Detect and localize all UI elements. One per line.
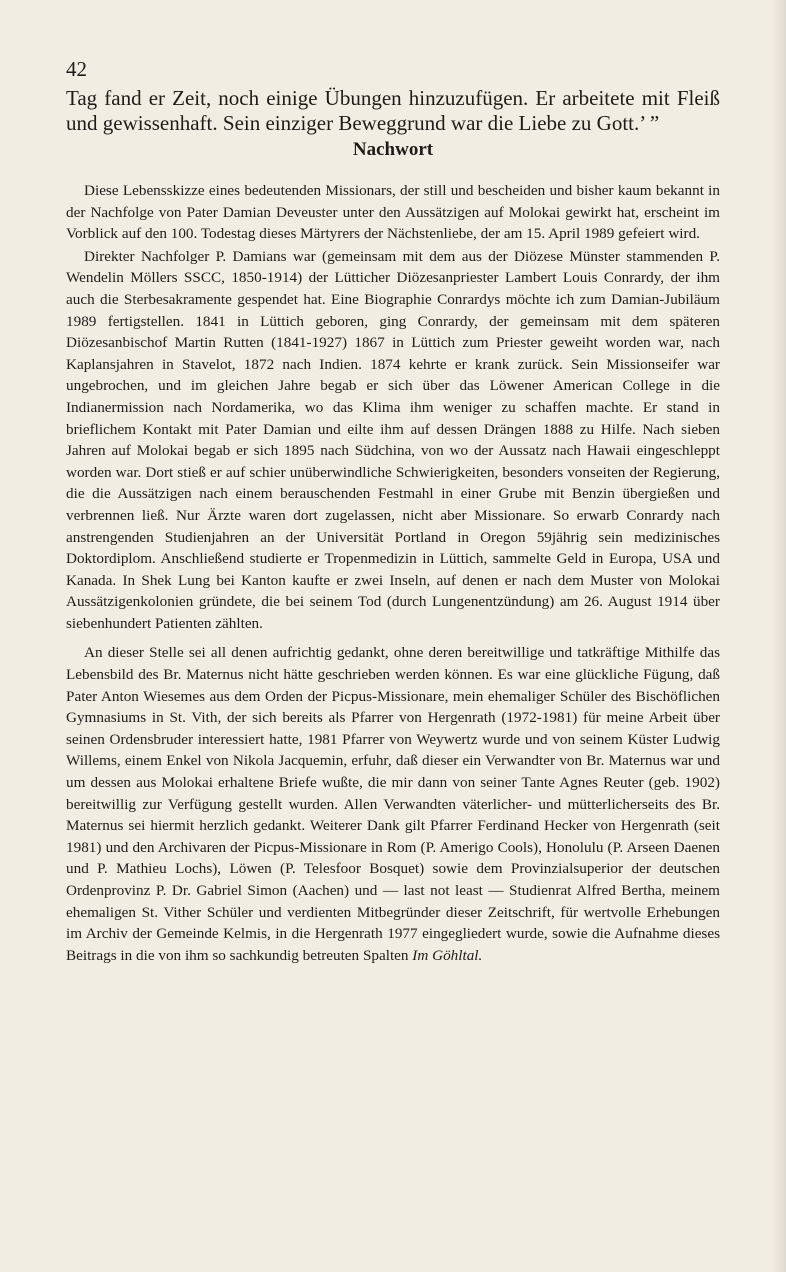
- document-page: [66, 56, 720, 966]
- section-title: Nachwort: [352, 139, 434, 160]
- page-spine-shadow: [772, 0, 786, 1272]
- acknowledgements-text: An dieser Stelle sei all denen aufrichtig gedankt, ohne deren bereitwillige und tatkräftige Mithilfe das Lebensbild des Br. Maternus nicht hätte geschrieben werden können. Es war eine glückliche Fügung, daß Pater Anton Wiesemes aus dem Orden der Picpus-Missionare, mein ehemaliger Schüler des Bischöflichen Gymnasiums in St. Vith, der sich bereits als Pfarrer von Hergenrath (1972-1981) für meine Arbeit über seinen Ordensbruder interessiert hatte, 1981 Pfarrer von Weywertz wurde und von seinem Küster Ludwig Willems, einem Enkel von Nikola Jacquemin, erfuhr, daß dieser ein Verwandter von Br. Maternus war und um dessen aus Molokai erhaltene Briefe wußte, die mir dann von seiner Tante Agnes Reuter (geb. 1902) bereitwillig zur Verfügung gestellt wurden. Allen Verwandten väterlicher- und mütterlicherseits des Br. Maternus sei hiermit herzlich gedankt. Weiterer Dank gilt Pfarrer Ferdinand Hecker von Hergenrath (seit 1981) und den Archivaren der Picpus-Missionare in Rom (P. Amerigo Cools), Honolulu (P. Arseen Daenen und P. Mathieu Lochs), Löwen (P. Telesfoor Bosquet) sowie dem Provinzialsuperior der deutschen Ordenprovinz P. Dr. Gabriel Simon (Aachen) und — last not least — Studienrat Alfred Bertha, meinem ehemaligen St. Vither Schüler und verdienten Mitbegründer dieser Zeitschrift, für wertvolle Erhebungen im Archiv der Gemeinde Kelmis, in die Hergenrath 1977 eingegliedert wurde, sowie die Aufnahme dieses Beitrags in die von ihm so sachkundig betreuten Spalten: [66, 644, 720, 964]
- publication-title: Im Göhltal.: [412, 946, 483, 964]
- continued-text: Tag fand er Zeit, noch einige Übungen hinzuzufügen. Er arbeitete mit Fleiß und gewissenhaft. Sein einziger Beweggrund war die Liebe zu Gott.’ ”: [66, 86, 720, 135]
- paragraph-intro: Diese Lebensskizze eines bedeutenden Missionars, der still und bescheiden und bisher kaum bekannt in der Nachfolge von Pater Damian Deveuster unter den Aussätzigen auf Molokai gewirkt hat, erscheint im Vorblick auf den 100. Todestag dieses Märtyrers der Nächstenliebe, der am 15. April 1989 gefeiert wird.: [66, 182, 720, 243]
- paragraph-conrardy: Direkter Nachfolger P. Damians war (gemeinsam mit dem aus der Diözese Münster stammenden P. Wendelin Möllers SSCC, 1850-1914) der Lütticher Diözesanpriester Lambert Louis Conrardy, der ihm auch die Sterbesakramente gespendet hat. Eine Biographie Conrardys möchte ich zum Damian-Jubiläum 1989 fertigstellen. 1841 in Lüttich geboren, ging Conrardy, der gemeinsam mit dem späteren Diözesanbischof Martin Rutten (1841-1927) 1867 in Lüttich zum Priester geweiht worden war, nach Kaplansjahren in Stavelot, 1872 nach Indien. 1874 kehrte er krank zurück. Sein Missionseifer war ungebrochen, und im gleichen Jahre begab er sich über das Löwener American College in die Indianermission nach Nordamerika, wo das Klima ihm weniger zu schaffen machte. Er stand in brieflichem Kontakt mit Pater Damian und eilte ihm auf dessen Drängen 1888 zu Hilfe. Nach sieben Jahren auf Molokai begab er sich 1895 nach Südchina, von wo der Aussatz nach Hawaii eingeschleppt worden war. Dort stieß er auf schier unüberwindliche Schwierigkeiten, besonders vonseiten der Regierung, die die Aussätzigen nach einem berauschenden Festmahl in einer Grube mit Benzin übergießen und verbrennen ließ. Nur Ärzte waren dort zugelassen, nicht aber Missionare. So erwarb Conrardy nach anstrengenden Studienjahren an der Universität Portland in Oregon 59jährig sein medizinisches Doktordiplom. Anschließend studierte er Tropenmedizin in Lüttich, sammelte Geld in Europa, USA und Kanada. In Shek Lung bei Kanton kaufte er zwei Inseln, auf denen er nach dem Muster von Molokai Aussätzigenkolonien gründete, die bei seinem Tod (durch Lungenentzündung) am 26. August 1914 über siebenhundert Patienten zählten.: [66, 247, 720, 632]
- page-number: 42: [66, 57, 87, 81]
- paragraph-acknowledgements: [66, 642, 720, 966]
